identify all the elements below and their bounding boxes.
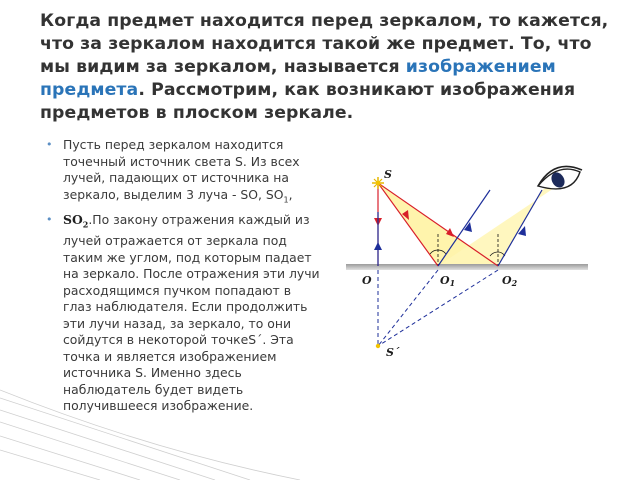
label-o1	[440, 274, 455, 288]
bullet-item-2	[46, 212, 321, 414]
ray-arrow-icon	[374, 242, 382, 250]
bullet-1-end: ,	[288, 186, 293, 202]
eye-icon	[538, 166, 582, 190]
page-title	[40, 10, 620, 125]
label-s: S	[384, 168, 392, 181]
title-text-part1: Когда предмет находится перед зеркалом, то кажется, что за зеркалом находится такой же предмет. То, что мы видим за зеркалом, называется	[40, 11, 609, 77]
bullet-2-lead: SO	[63, 212, 83, 228]
label-o: O	[362, 274, 372, 287]
bullet-1-text: Пусть перед зеркалом находится точечный источник света S. Из всех лучей, падающих от источника на зеркало, выделим 3 луча - SO, SO	[63, 137, 300, 202]
mirror	[346, 264, 588, 270]
label-o2-sub: 2	[511, 278, 518, 288]
label-o2	[502, 274, 518, 288]
bullet-marker-icon: •	[46, 138, 53, 151]
extension-o2	[378, 270, 498, 346]
mirror-reflection-diagram	[336, 150, 596, 370]
bullet-list	[46, 137, 321, 419]
title-highlight: изображением предмета	[40, 57, 556, 100]
extension-o1	[378, 270, 438, 346]
image-point	[376, 344, 380, 348]
bullet-2-text: .По закону отражения каждый из лучей отражается от зеркала под таким же углом, под которым падает на зеркало. После отражения эти лучи расходящимся пучком попадают в глаз наблюдателя. Если продолжить эти лучи назад, за зеркало, то они сойдутся в некоторой точкеS΄. Эта точка и является изображением источника S. Именно здесь наблюдатель будет видеть получившееся изображение.	[63, 212, 320, 414]
label-o2-main: O	[502, 274, 512, 287]
title-text-part2: . Рассмотрим, как возникают изображения предметов в плоском зеркале.	[40, 80, 576, 123]
bullet-item-1	[46, 137, 321, 208]
bullet-2-lead-subscript: 2	[82, 219, 89, 230]
bullet-marker-icon: •	[46, 213, 53, 227]
bullet-1-subscript: 1	[283, 194, 289, 204]
label-s-prime: S΄	[386, 346, 400, 359]
label-o1-sub: 1	[449, 278, 456, 288]
label-o1-main: O	[440, 274, 450, 287]
